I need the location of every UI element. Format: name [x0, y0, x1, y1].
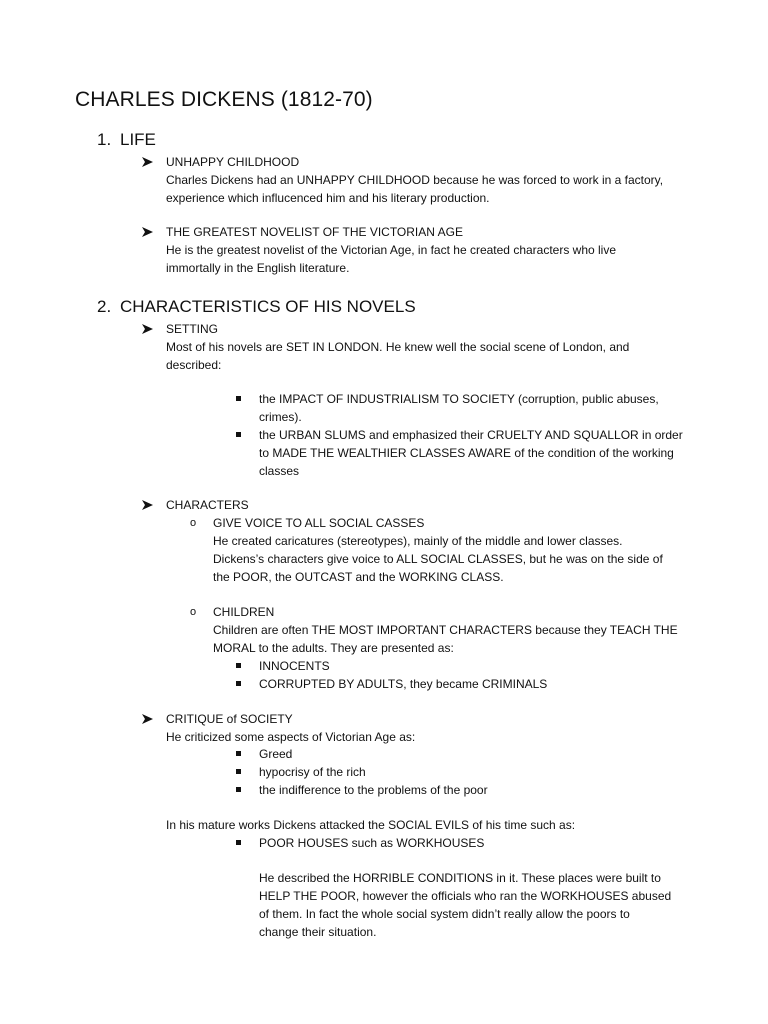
circle-bullet-icon: o — [190, 517, 197, 529]
paragraph-line: Charles Dickens had an UNHAPPY CHILDHOOD because he was forced to work in a factory, — [166, 173, 664, 187]
paragraph-line: described: — [166, 358, 222, 372]
paragraph-line: the POOR, the OUTCAST and the WORKING CLASS. — [213, 570, 504, 584]
square-bullet-icon — [236, 396, 241, 401]
square-bullet-icon — [236, 751, 241, 756]
paragraph-line: Children are often THE MOST IMPORTANT CHARACTERS because they TEACH THE — [213, 623, 678, 637]
section-number: 1. — [97, 130, 112, 149]
item-heading-characters: CHARACTERS — [166, 498, 249, 512]
bullet-line: CORRUPTED BY ADULTS, they became CRIMINALS — [259, 677, 548, 691]
bullet-line: POOR HOUSES such as WORKHOUSES — [259, 836, 485, 850]
square-bullet-icon — [236, 681, 241, 686]
item-heading-unhappy-childhood: UNHAPPY CHILDHOOD — [166, 155, 300, 169]
document-title: CHARLES DICKENS (1812-70) — [75, 88, 373, 111]
arrowhead-bullet-icon — [142, 320, 154, 338]
paragraph-line: HELP THE POOR, however the officials who ran the WORKHOUSES abused — [259, 889, 672, 903]
bullet-line: to MADE THE WEALTHIER CLASSES AWARE of the condition of the working — [259, 446, 674, 460]
arrowhead-bullet-icon — [142, 710, 154, 728]
paragraph-line: of them. In fact the whole social system didn’t really allow the poors to — [259, 907, 630, 921]
arrowhead-bullet-icon — [142, 496, 154, 514]
section-heading-life — [97, 130, 156, 150]
bullet-line: crimes). — [259, 410, 302, 424]
bullet-line: classes — [259, 464, 300, 478]
paragraph-line: He criticized some aspects of Victorian Age as: — [166, 730, 416, 744]
paragraph-line: Dickens’s characters give voice to ALL SOCIAL CLASSES, but he was on the side of — [213, 552, 663, 566]
paragraph-line: experience which influcenced him and his literary production. — [166, 191, 490, 205]
bullet-line: Greed — [259, 747, 293, 761]
square-bullet-icon — [236, 769, 241, 774]
arrowhead-bullet-icon — [142, 153, 154, 171]
bullet-line: the URBAN SLUMS and emphasized their CRUELTY AND SQUALLOR in order — [259, 428, 683, 442]
square-bullet-icon — [236, 840, 241, 845]
section-title: CHARACTERISTICS OF HIS NOVELS — [120, 297, 416, 316]
sub-heading-children: CHILDREN — [213, 605, 275, 619]
item-heading-critique: CRITIQUE of SOCIETY — [166, 712, 293, 726]
sub-heading-give-voice: GIVE VOICE TO ALL SOCIAL CASSES — [213, 516, 425, 530]
paragraph-line: In his mature works Dickens attacked the SOCIAL EVILS of his time such as: — [166, 818, 576, 832]
bullet-line: hypocrisy of the rich — [259, 765, 366, 779]
arrowhead-bullet-icon — [142, 223, 154, 241]
paragraph-line: He created caricatures (stereotypes), mainly of the middle and lower classes. — [213, 534, 623, 548]
paragraph-line: change their situation. — [259, 925, 377, 939]
item-heading-greatest-novelist: THE GREATEST NOVELIST OF THE VICTORIAN AGE — [166, 225, 463, 239]
section-title: LIFE — [120, 130, 156, 149]
bullet-line: INNOCENTS — [259, 659, 330, 673]
square-bullet-icon — [236, 432, 241, 437]
square-bullet-icon — [236, 787, 241, 792]
bullet-line: the indifference to the problems of the poor — [259, 783, 488, 797]
paragraph-line: He is the greatest novelist of the Victorian Age, in fact he created characters who live — [166, 243, 617, 257]
section-heading-characteristics — [97, 297, 416, 317]
paragraph-line: immortally in the English literature. — [166, 261, 350, 275]
section-number: 2. — [97, 297, 112, 316]
paragraph-line: He described the HORRIBLE CONDITIONS in it. These places were built to — [259, 871, 661, 885]
item-heading-setting: SETTING — [166, 322, 219, 336]
circle-bullet-icon: o — [190, 606, 197, 618]
square-bullet-icon — [236, 663, 241, 668]
paragraph-line: MORAL to the adults. They are presented as: — [213, 641, 454, 655]
bullet-line: the IMPACT OF INDUSTRIALISM TO SOCIETY (corruption, public abuses, — [259, 392, 659, 406]
paragraph-line: Most of his novels are SET IN LONDON. He knew well the social scene of London, and — [166, 340, 630, 354]
